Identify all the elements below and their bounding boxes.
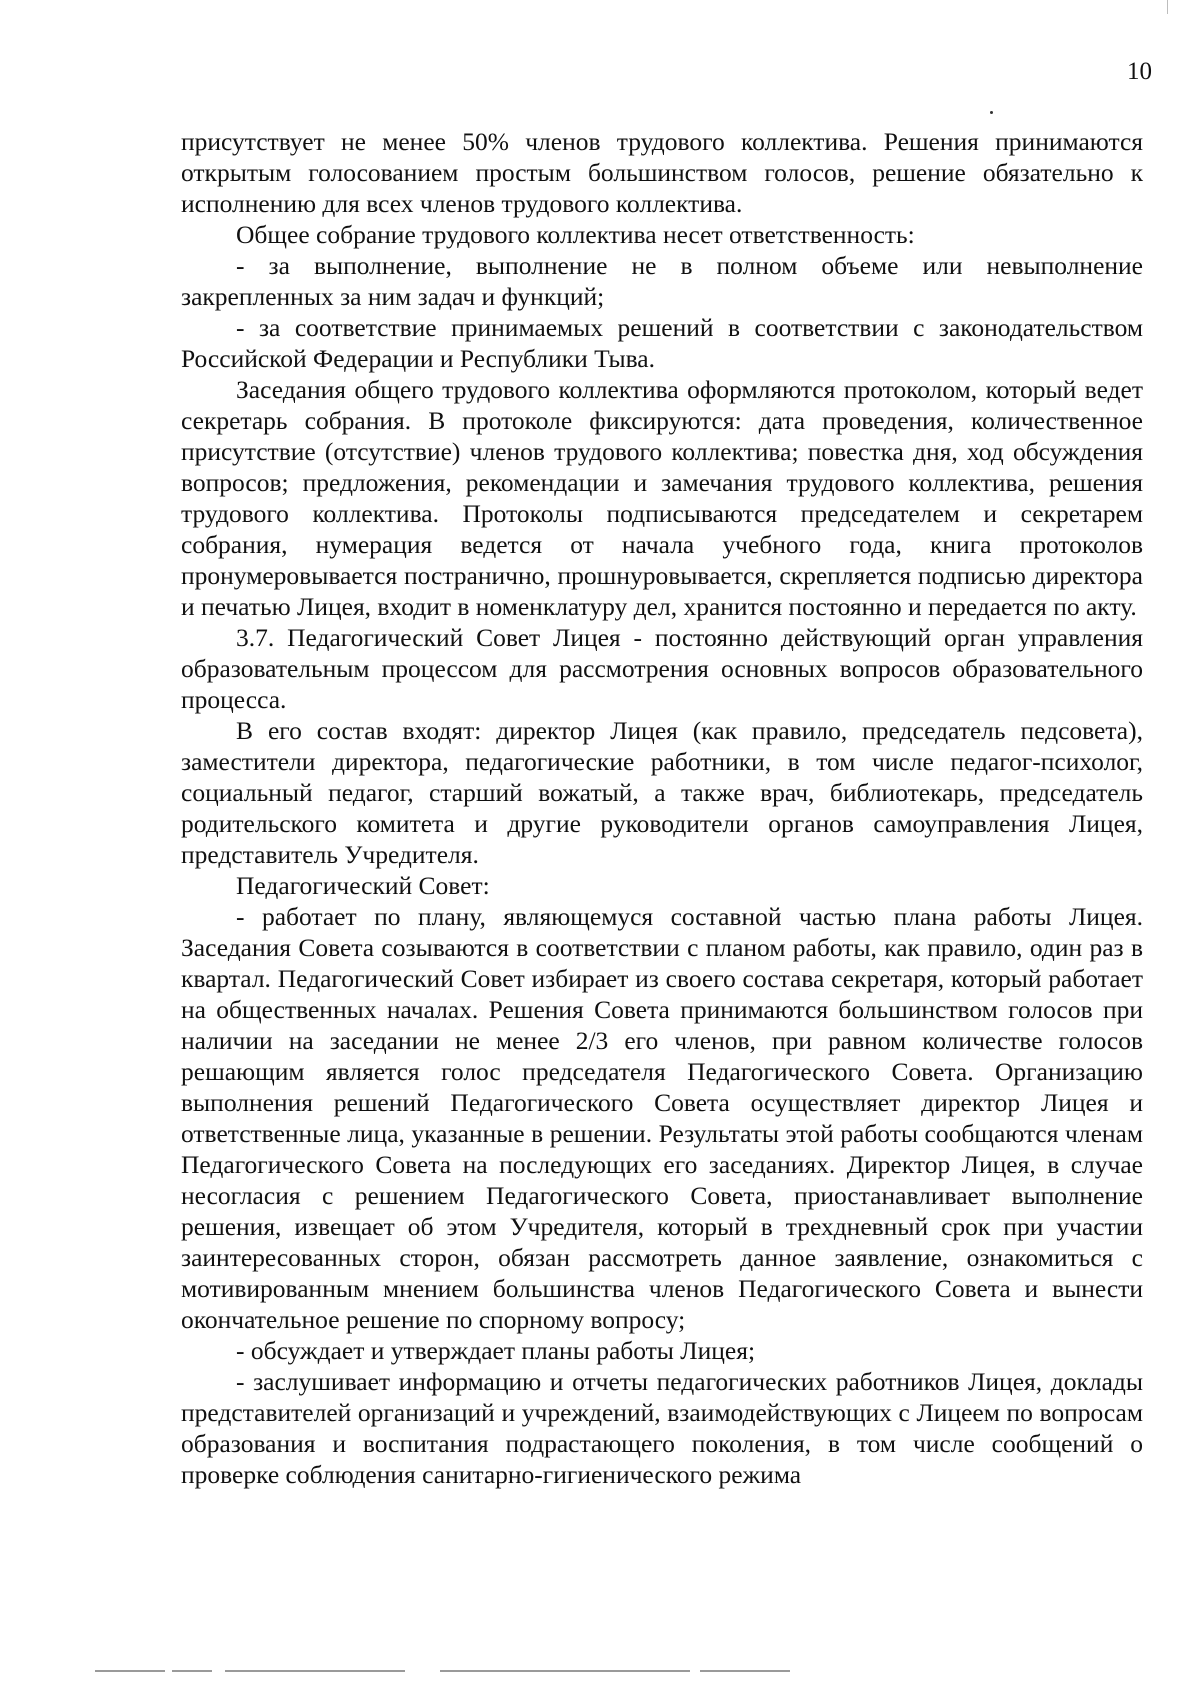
paragraph: Общее собрание трудового коллектива несет ответственность: bbox=[236, 220, 915, 249]
list-item: - работает по плану, являющемуся составной частью плана работы Лицея. Заседания Совета созываются в соответствии с планом работы, как правило, один раз в квартал. Педагогический Совет избирает из своего состава секретаря, который работает на общественных началах. Решения Совета принимаются большинством голосов при наличии на заседании не менее 2/3 его членов, при равном количестве голосов решающим является голос председателя Педагогического Совета. Организацию выполнения решений Педагогического Совета осуществляет директор Лицея и ответственные лица, указанные в решении. Результаты этой работы сообщаются членам Педагогического Совета на последующих его заседаниях. Директор Лицея, в случае несогласия с решением Педагогического Совета, приостанавливает выполнение решения, извещает об этом Учредителя, который в трехдневный срок при участии заинтересованных сторон, обязан рассмотреть данное заявление, ознакомиться с мотивированным мнением большинства членов Педагогического Совета и вынести окончательное решение по спорному вопросу; bbox=[181, 902, 1143, 1334]
document-body bbox=[181, 126, 1143, 1490]
scan-line bbox=[440, 1670, 690, 1672]
scan-line bbox=[225, 1670, 405, 1672]
list-item: - за выполнение, выполнение не в полном объеме или невыполнение закрепленных за ним задач и функций; bbox=[181, 251, 1143, 311]
list-item: - обсуждает и утверждает планы работы Лицея; bbox=[236, 1336, 756, 1365]
page-number: 10 bbox=[1127, 58, 1152, 85]
scan-bottom-edge bbox=[0, 1666, 1200, 1676]
scan-line bbox=[95, 1670, 165, 1672]
paragraph: Педагогический Совет: bbox=[236, 871, 490, 900]
paragraph: В его состав входят: директор Лицея (как правило, председатель педсовета), заместители директора, педагогические работники, в том числе педагог-психолог, социальный педагог, старший вожатый, а также врач, библиотекарь, председатель родительского комитета и другие руководители органов самоуправления Лицея, представитель Учредителя. bbox=[181, 716, 1143, 869]
scan-speck bbox=[990, 111, 993, 114]
scan-line bbox=[172, 1670, 212, 1672]
list-item: - за соответствие принимаемых решений в соответствии с законодательством Российской Федерации и Республики Тыва. bbox=[181, 313, 1143, 373]
paragraph: Заседания общего трудового коллектива оформляются протоколом, который ведет секретарь собрания. В протоколе фиксируются: дата проведения, количественное присутствие (отсутствие) членов трудового коллектива; повестка дня, ход обсуждения вопросов; предложения, рекомендации и замечания трудового коллектива, решения трудового коллектива. Протоколы подписываются председателем и секретарем собрания, нумерация ведется от начала учебного года, книга протоколов пронумеровывается постранично, прошнуровывается, скрепляется подписью директора и печатью Лицея, входит в номенклатуру дел, хранится постоянно и передается по акту. bbox=[181, 375, 1143, 621]
list-item: - заслушивает информацию и отчеты педагогических работников Лицея, доклады представителей организаций и учреждений, взаимодействующих с Лицеем по вопросам образования и воспитания подрастающего поколения, в том числе сообщений о проверке соблюдения санитарно-гигиенического режима bbox=[181, 1367, 1143, 1489]
scan-edge-mark bbox=[1167, 0, 1168, 14]
scan-line bbox=[700, 1670, 790, 1672]
section-paragraph: 3.7. Педагогический Совет Лицея - постоянно действующий орган управления образовательным процессом для рассмотрения основных вопросов образовательного процесса. bbox=[181, 623, 1143, 714]
paragraph: присутствует не менее 50% членов трудового коллектива. Решения принимаются открытым голосованием простым большинством голосов, решение обязательно к исполнению для всех членов трудового коллектива. bbox=[181, 127, 1143, 218]
